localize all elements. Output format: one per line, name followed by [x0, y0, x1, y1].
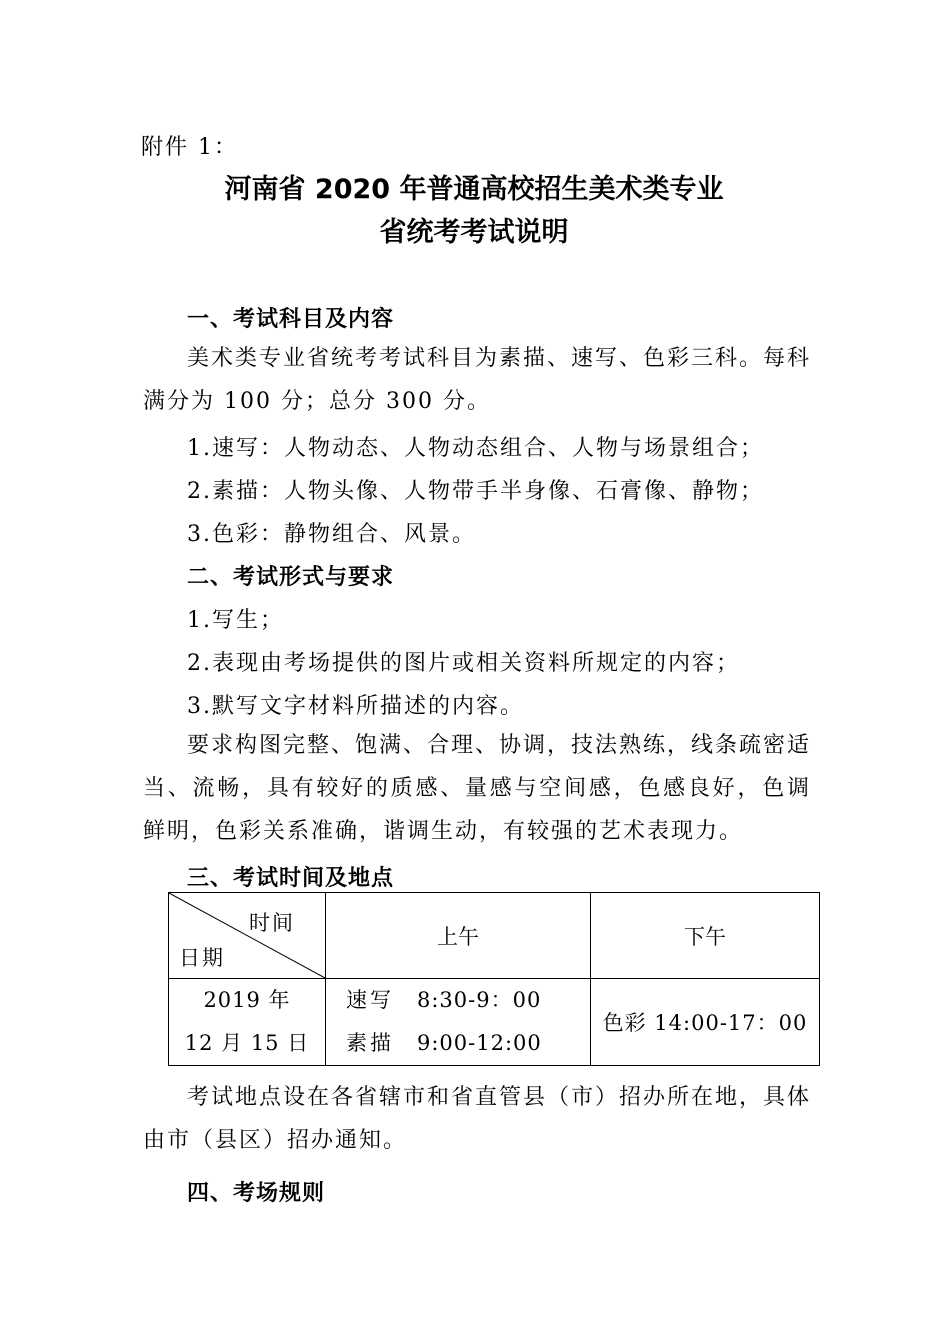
- section2-heading: 二、考试形式与要求: [187, 565, 395, 590]
- corner-time-label: 时间: [249, 911, 295, 935]
- section1-heading: 一、考试科目及内容: [187, 307, 395, 332]
- section1-paragraph: 美术类专业省统考考试科目为素描、速写、色彩三科。每科满分为 100 分；总分 300 分。: [143, 346, 812, 414]
- section3-paragraph: 考试地点设在各省辖市和省直管县（市）招办所在地，具体由市（县区）招办通知。: [143, 1085, 812, 1153]
- table-row: [169, 979, 820, 1066]
- am-cell: [326, 979, 591, 1066]
- section2-paragraph: 要求构图完整、饱满、合理、协调，技法熟练，线条疏密适当、流畅，具有较好的质感、量感与空间感，色感良好，色调鲜明，色彩关系准确，谐调生动，有较强的艺术表现力。: [143, 733, 812, 844]
- section2-item1: 1.写生；: [187, 608, 284, 633]
- attachment-label: 附件 1：: [141, 135, 238, 160]
- section2-item3: 3.默写文字材料所描述的内容。: [187, 694, 524, 719]
- document-title-line2: 省统考考试说明: [379, 217, 569, 248]
- section1-item2: 2.素描：人物头像、人物带手半身像、石膏像、静物；: [187, 479, 764, 504]
- date-year: 2019 年: [203, 988, 291, 1012]
- header-pm: 下午: [591, 893, 820, 979]
- am-subject-2: 素描: [346, 1031, 394, 1055]
- section4-heading: 四、考场规则: [187, 1181, 326, 1206]
- section2-item2: 2.表现由考场提供的图片或相关资料所规定的内容；: [187, 651, 740, 676]
- am-subject-1: 速写: [346, 988, 394, 1012]
- table-corner-cell: [169, 893, 326, 979]
- pm-cell: 色彩 14:00-17：00: [591, 979, 820, 1066]
- date-cell: [169, 979, 326, 1066]
- section1-item3: 3.色彩：静物组合、风景。: [187, 522, 476, 547]
- table-header-row: [169, 893, 820, 979]
- section1-item1: 1.速写：人物动态、人物动态组合、人物与场景组合；: [187, 436, 764, 461]
- exam-schedule-table: [168, 892, 820, 1066]
- date-day: 12 月 15 日: [184, 1031, 310, 1055]
- am-time-2: 9:00-12:00: [417, 1031, 542, 1055]
- header-am: 上午: [326, 893, 591, 979]
- section3-heading: 三、考试时间及地点: [187, 866, 395, 891]
- document-title-line1: 河南省 2020 年普通高校招生美术类专业: [224, 174, 724, 205]
- corner-date-label: 日期: [179, 946, 225, 970]
- am-time-1: 8:30-9：00: [417, 988, 542, 1012]
